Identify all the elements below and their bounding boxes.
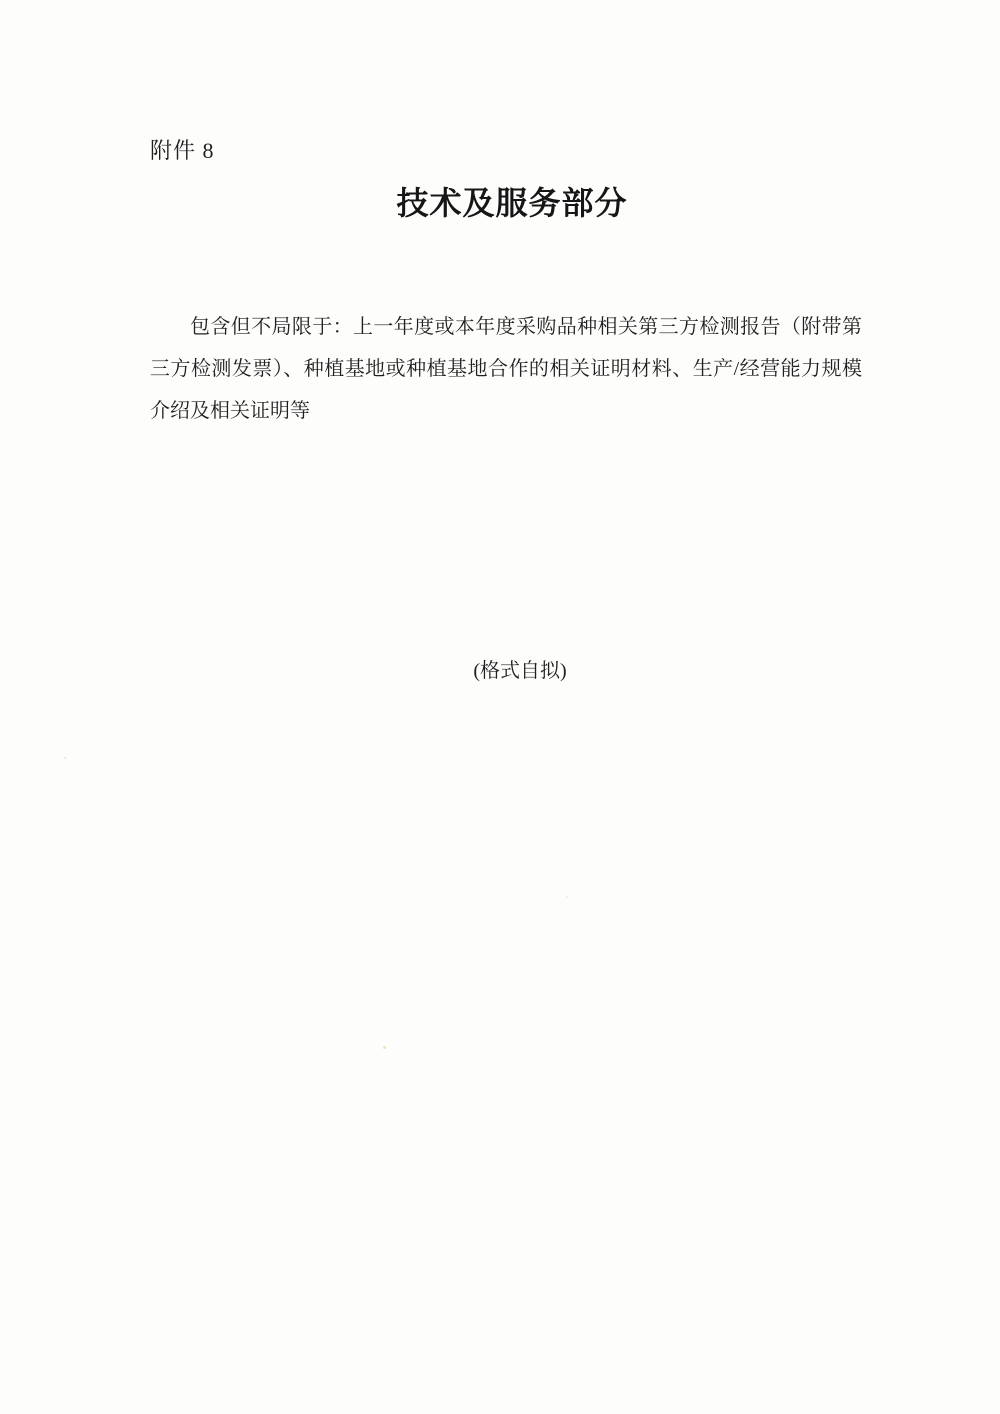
body-line-3: 介绍及相关证明等 [150, 400, 310, 422]
scan-speck [566, 896, 568, 898]
scan-speck [383, 1046, 386, 1049]
body-line-1: 包含但不局限于：上一年度或本年度采购品种相关第三方检测报告（附带第 [190, 316, 862, 338]
attachment-label: 附件 8 [150, 138, 215, 163]
body-paragraph [150, 306, 862, 432]
document-title: 技术及服务部分 [396, 185, 628, 221]
body-line-2: 三方检测发票）、种植基地或种植基地合作的相关证明材料、生产/经营能力规模 [150, 358, 862, 380]
scan-speck [64, 757, 66, 759]
format-note: (格式自拟) [473, 660, 567, 682]
